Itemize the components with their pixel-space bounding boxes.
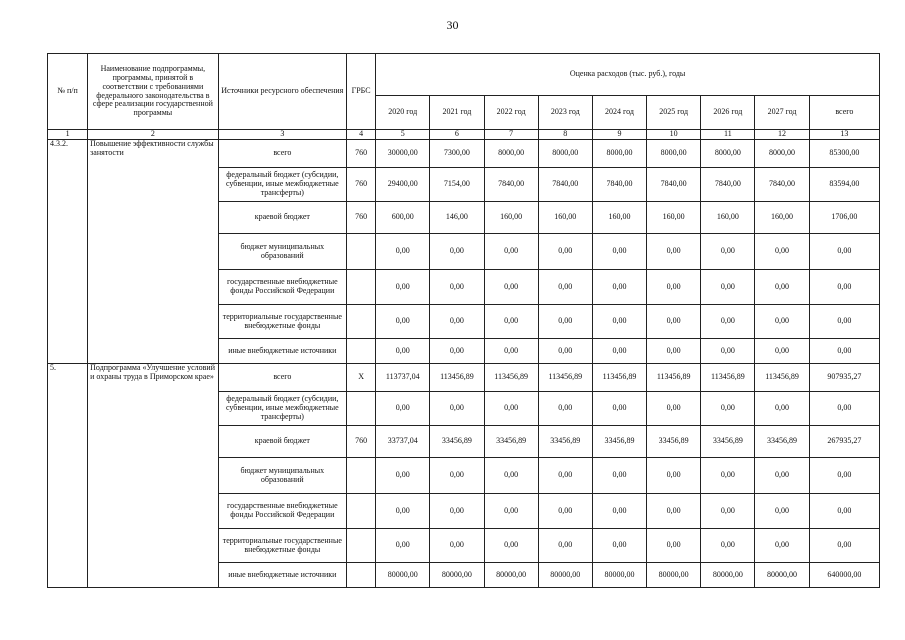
year-value: 0,00 xyxy=(538,458,592,494)
year-value: 0,00 xyxy=(376,529,430,563)
year-value: 0,00 xyxy=(755,270,809,305)
year-value: 33456,89 xyxy=(484,426,538,458)
grbs-code xyxy=(347,392,376,426)
year-value: 0,00 xyxy=(430,529,484,563)
year-value: 33456,89 xyxy=(430,426,484,458)
funding-source: территориальные государственные внебюджетные фонды xyxy=(218,529,346,563)
year-value: 33456,89 xyxy=(701,426,755,458)
column-number: 11 xyxy=(701,130,755,140)
year-value: 33456,89 xyxy=(538,426,592,458)
year-value: 80000,00 xyxy=(430,563,484,588)
year-value: 113456,89 xyxy=(592,364,646,392)
year-value: 0,00 xyxy=(701,305,755,339)
year-value: 8000,00 xyxy=(538,140,592,168)
year-value: 113456,89 xyxy=(538,364,592,392)
year-value: 0,00 xyxy=(376,339,430,364)
column-number: 6 xyxy=(430,130,484,140)
year-value: 113737,04 xyxy=(376,364,430,392)
year-value: 7840,00 xyxy=(647,168,701,202)
grbs-code: 760 xyxy=(347,168,376,202)
year-value: 8000,00 xyxy=(592,140,646,168)
year-value: 33456,89 xyxy=(755,426,809,458)
year-value: 0,00 xyxy=(376,458,430,494)
column-number: 10 xyxy=(647,130,701,140)
column-number: 8 xyxy=(538,130,592,140)
column-number: 4 xyxy=(347,130,376,140)
header-name: Наименование подпрограммы, программы, принятой в соответствии с требованиями федерального законодательства в сфере реализации государственной программы xyxy=(88,54,218,130)
year-value: 0,00 xyxy=(376,494,430,529)
year-value: 0,00 xyxy=(592,494,646,529)
year-value: 0,00 xyxy=(376,234,430,270)
grbs-code xyxy=(347,494,376,529)
year-value: 0,00 xyxy=(755,234,809,270)
column-number: 12 xyxy=(755,130,809,140)
total-value: 83594,00 xyxy=(809,168,879,202)
page-number: 30 xyxy=(446,18,459,32)
table-row xyxy=(48,140,880,168)
year-value: 0,00 xyxy=(592,339,646,364)
year-value: 0,00 xyxy=(647,234,701,270)
funding-source: территориальные государственные внебюджетные фонды xyxy=(218,305,346,339)
year-value: 0,00 xyxy=(484,234,538,270)
header-estimate: Оценка расходов (тыс. руб.), годы xyxy=(376,54,880,96)
grbs-code: 760 xyxy=(347,140,376,168)
column-number: 3 xyxy=(218,130,346,140)
year-value: 0,00 xyxy=(755,339,809,364)
year-value: 33456,89 xyxy=(592,426,646,458)
header-year-7: 2027 год xyxy=(755,96,809,130)
funding-source: краевой бюджет xyxy=(218,426,346,458)
year-value: 0,00 xyxy=(755,392,809,426)
year-value: 0,00 xyxy=(592,392,646,426)
year-value: 0,00 xyxy=(376,270,430,305)
grbs-code xyxy=(347,458,376,494)
year-value: 7154,00 xyxy=(430,168,484,202)
year-value: 0,00 xyxy=(647,529,701,563)
year-value: 160,00 xyxy=(484,202,538,234)
header-year-8: всего xyxy=(809,96,879,130)
year-value: 0,00 xyxy=(755,494,809,529)
total-value: 0,00 xyxy=(809,458,879,494)
header-year-6: 2026 год xyxy=(701,96,755,130)
year-value: 0,00 xyxy=(484,529,538,563)
year-value: 0,00 xyxy=(701,494,755,529)
year-value: 0,00 xyxy=(538,392,592,426)
grbs-code: 760 xyxy=(347,426,376,458)
grbs-code xyxy=(347,234,376,270)
year-value: 0,00 xyxy=(701,529,755,563)
total-value: 0,00 xyxy=(809,270,879,305)
year-value: 0,00 xyxy=(647,339,701,364)
year-value: 33737,04 xyxy=(376,426,430,458)
year-value: 160,00 xyxy=(755,202,809,234)
year-value: 0,00 xyxy=(701,270,755,305)
year-value: 8000,00 xyxy=(755,140,809,168)
year-value: 0,00 xyxy=(647,305,701,339)
total-value: 85300,00 xyxy=(809,140,879,168)
year-value: 113456,89 xyxy=(484,364,538,392)
header-year-4: 2024 год xyxy=(592,96,646,130)
total-value: 0,00 xyxy=(809,234,879,270)
year-value: 0,00 xyxy=(430,339,484,364)
year-value: 0,00 xyxy=(430,392,484,426)
year-value: 0,00 xyxy=(755,529,809,563)
total-value: 1706,00 xyxy=(809,202,879,234)
year-value: 0,00 xyxy=(592,458,646,494)
header-year-1: 2021 год xyxy=(430,96,484,130)
year-value: 0,00 xyxy=(538,339,592,364)
year-value: 0,00 xyxy=(647,494,701,529)
year-value: 0,00 xyxy=(430,270,484,305)
funding-source: краевой бюджет xyxy=(218,202,346,234)
header-source: Источники ресурсного обеспечения xyxy=(218,54,346,130)
year-value: 0,00 xyxy=(647,270,701,305)
year-value: 0,00 xyxy=(538,270,592,305)
year-value: 113456,89 xyxy=(647,364,701,392)
header-year-5: 2025 год xyxy=(647,96,701,130)
column-number: 2 xyxy=(88,130,218,140)
total-value: 907935,27 xyxy=(809,364,879,392)
column-number: 9 xyxy=(592,130,646,140)
total-value: 0,00 xyxy=(809,305,879,339)
year-value: 146,00 xyxy=(430,202,484,234)
funding-source: бюджет муниципальных образований xyxy=(218,234,346,270)
header-year-3: 2023 год xyxy=(538,96,592,130)
column-number: 7 xyxy=(484,130,538,140)
year-value: 600,00 xyxy=(376,202,430,234)
funding-source: иные внебюджетные источники xyxy=(218,563,346,588)
year-value: 0,00 xyxy=(376,392,430,426)
year-value: 0,00 xyxy=(484,270,538,305)
year-value: 80000,00 xyxy=(376,563,430,588)
header-np: № п/п xyxy=(48,54,88,130)
grbs-code xyxy=(347,339,376,364)
year-value: 7840,00 xyxy=(755,168,809,202)
grbs-code xyxy=(347,529,376,563)
total-value: 0,00 xyxy=(809,392,879,426)
grbs-code: Х xyxy=(347,364,376,392)
year-value: 0,00 xyxy=(647,392,701,426)
column-number: 1 xyxy=(48,130,88,140)
total-value: 0,00 xyxy=(809,494,879,529)
section-name: Подпрограмма «Улучшение условий и охраны труда в Приморском крае» xyxy=(88,364,218,588)
section-number: 5. xyxy=(48,364,88,588)
year-value: 0,00 xyxy=(484,392,538,426)
column-number: 13 xyxy=(809,130,879,140)
year-value: 0,00 xyxy=(592,529,646,563)
year-value: 80000,00 xyxy=(755,563,809,588)
year-value: 0,00 xyxy=(755,305,809,339)
year-value: 0,00 xyxy=(484,305,538,339)
funding-source: всего xyxy=(218,140,346,168)
year-value: 0,00 xyxy=(701,339,755,364)
year-value: 0,00 xyxy=(538,234,592,270)
grbs-code xyxy=(347,563,376,588)
funding-source: государственные внебюджетные фонды Российской Федерации xyxy=(218,494,346,529)
section-name: Повышение эффективности службы занятости xyxy=(88,140,218,364)
year-value: 0,00 xyxy=(430,305,484,339)
year-value: 0,00 xyxy=(430,458,484,494)
year-value: 8000,00 xyxy=(647,140,701,168)
column-number: 5 xyxy=(376,130,430,140)
year-value: 80000,00 xyxy=(538,563,592,588)
year-value: 7840,00 xyxy=(592,168,646,202)
funding-source: федеральный бюджет (субсидии, субвенции, иные межбюджетные трансферты) xyxy=(218,392,346,426)
section-number: 4.3.2. xyxy=(48,140,88,364)
year-value: 160,00 xyxy=(701,202,755,234)
year-value: 0,00 xyxy=(430,494,484,529)
year-value: 0,00 xyxy=(592,234,646,270)
header-grbs: ГРБС xyxy=(347,54,376,130)
year-value: 0,00 xyxy=(484,339,538,364)
year-value: 33456,89 xyxy=(647,426,701,458)
year-value: 7300,00 xyxy=(430,140,484,168)
year-value: 80000,00 xyxy=(701,563,755,588)
funding-source: иные внебюджетные источники xyxy=(218,339,346,364)
year-value: 0,00 xyxy=(484,494,538,529)
total-value: 0,00 xyxy=(809,529,879,563)
year-value: 8000,00 xyxy=(701,140,755,168)
year-value: 0,00 xyxy=(701,458,755,494)
year-value: 7840,00 xyxy=(484,168,538,202)
year-value: 0,00 xyxy=(376,305,430,339)
year-value: 0,00 xyxy=(701,392,755,426)
funding-source: всего xyxy=(218,364,346,392)
year-value: 160,00 xyxy=(592,202,646,234)
year-value: 8000,00 xyxy=(484,140,538,168)
year-value: 0,00 xyxy=(538,529,592,563)
year-value: 80000,00 xyxy=(647,563,701,588)
budget-table xyxy=(47,53,880,588)
year-value: 160,00 xyxy=(647,202,701,234)
year-value: 113456,89 xyxy=(701,364,755,392)
year-value: 113456,89 xyxy=(755,364,809,392)
funding-source: федеральный бюджет (субсидии, субвенции, иные межбюджетные трансферты) xyxy=(218,168,346,202)
grbs-code xyxy=(347,305,376,339)
grbs-code: 760 xyxy=(347,202,376,234)
funding-source: государственные внебюджетные фонды Российской Федерации xyxy=(218,270,346,305)
total-value: 267935,27 xyxy=(809,426,879,458)
header-year-0: 2020 год xyxy=(376,96,430,130)
year-value: 0,00 xyxy=(592,270,646,305)
year-value: 80000,00 xyxy=(484,563,538,588)
funding-source: бюджет муниципальных образований xyxy=(218,458,346,494)
year-value: 0,00 xyxy=(701,234,755,270)
year-value: 0,00 xyxy=(755,458,809,494)
table-header xyxy=(48,54,880,140)
year-value: 0,00 xyxy=(484,458,538,494)
year-value: 113456,89 xyxy=(430,364,484,392)
year-value: 0,00 xyxy=(538,494,592,529)
year-value: 7840,00 xyxy=(538,168,592,202)
table-row xyxy=(48,364,880,392)
column-numbers-row xyxy=(48,130,880,140)
year-value: 80000,00 xyxy=(592,563,646,588)
total-value: 640000,00 xyxy=(809,563,879,588)
table-body xyxy=(48,140,880,588)
grbs-code xyxy=(347,270,376,305)
year-value: 160,00 xyxy=(538,202,592,234)
year-value: 0,00 xyxy=(592,305,646,339)
year-value: 7840,00 xyxy=(701,168,755,202)
total-value: 0,00 xyxy=(809,339,879,364)
year-value: 30000,00 xyxy=(376,140,430,168)
year-value: 29400,00 xyxy=(376,168,430,202)
year-value: 0,00 xyxy=(538,305,592,339)
year-value: 0,00 xyxy=(647,458,701,494)
year-value: 0,00 xyxy=(430,234,484,270)
header-year-2: 2022 год xyxy=(484,96,538,130)
